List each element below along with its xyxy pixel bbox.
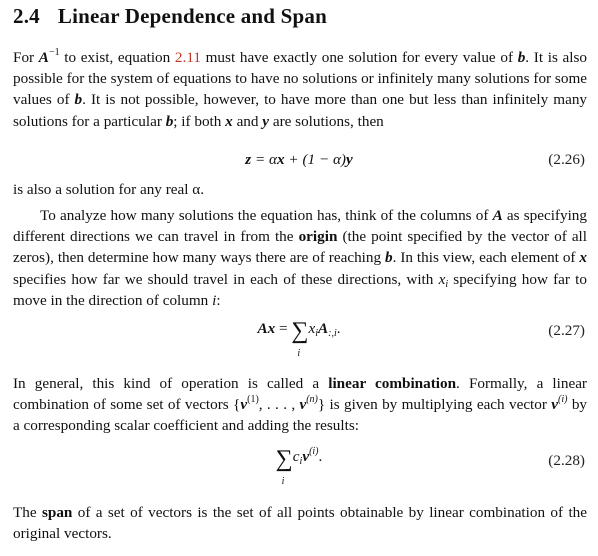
paragraph-4 [13,373,587,437]
text: as specifying different directions we can travel in from the [13,207,587,246]
math-y: y [262,112,270,130]
math-b: b [385,249,393,267]
math-A: A [318,320,329,337]
text: (the point specified by the vector of all zeros), then determine how many ways there are of reaching [13,228,587,267]
math-v: v [299,396,307,414]
text: of a set of vectors is the set of all points obtainable by linear combination of the original vectors. [13,504,587,543]
math-x: x [277,151,285,168]
text: In general, this kind of operation is called a [13,375,329,392]
math-A: A [38,49,49,66]
sum-index: i [281,476,285,487]
text: by a corresponding scalar coefficient and adding the results: [13,396,588,435]
math-subscript: i [315,328,318,339]
term-linear-combination: linear combination [328,375,457,392]
text: ; if both [173,112,226,130]
math-v: v [240,396,248,414]
paragraph-1 [13,47,587,132]
math-superscript: (1) [247,394,259,406]
equation-2-27 [0,318,598,359]
math-period: . [336,320,341,337]
math-period: . [318,448,323,465]
text: specifies how far we should travel in each of these directions, with [13,270,439,288]
sum-symbol: ∑ [291,318,309,344]
math-i: i [212,291,217,309]
term-origin: origin [298,228,338,246]
math-v: v [551,396,559,414]
equation-ref-link[interactable]: 2.11 [174,49,201,66]
text: . In this view, each element of [392,249,580,267]
paragraph-2: is also a solution for any real α. [13,181,205,198]
math-y: y [345,151,353,168]
text: } is given by multiplying each vector [317,396,552,414]
section-heading [13,4,327,29]
math-b: b [74,91,83,109]
text: : [216,291,221,309]
math-subscript: i [445,278,449,290]
text: specifying how far to move in the direction of column [13,270,587,309]
equation-number-2-27: (2.27) [548,322,585,339]
math-Ax: Ax [257,320,276,337]
text: The [13,504,42,521]
math-A: A [492,207,503,224]
equation-2-28 [0,446,598,487]
math-x: x [308,320,316,337]
sum-symbol: ∑ [275,446,293,472]
math-subscript: :,i [328,328,337,339]
math-op: + (1 − α) [284,151,346,168]
paragraph-3 [13,205,587,311]
text: must have exactly one solution for every value of [200,49,518,66]
math-x: x [225,112,233,130]
math-op: = [275,320,292,337]
math-z: z [245,151,252,168]
math-op: = α [251,151,278,168]
math-b: b [517,49,526,66]
term-span: span [41,504,73,521]
math-c: c [292,448,300,465]
text: and [232,112,263,130]
math-inverse: −1 [48,47,60,58]
math-superscript: (i) [309,446,319,457]
paragraph-5 [13,502,587,544]
equation-number-2-28: (2.28) [548,452,585,469]
text: . It is not possible, however, to have more than one but less than infinitely many solutions for a particular [13,91,588,130]
text: to exist, equation [59,49,175,66]
text: . It is also possible for the system of equations to have no solutions or infinitely many solutions for some values of [13,49,588,109]
math-subscript: i [299,456,303,467]
math-b: b [165,112,174,130]
text: For [13,49,39,66]
math-superscript: (n) [306,394,318,406]
equation-2-26 [0,151,598,169]
text: . Formally, a linear combination of some set of vectors { [13,375,587,414]
math-x: x [579,249,588,267]
section-title: Linear Dependence and Span [57,4,327,28]
math-superscript: (i) [558,394,568,406]
text: To analyze how many solutions the equation has, think of the columns of [40,207,493,224]
math-xi: x [438,270,446,288]
text: , . . . , [258,396,300,414]
equation-number-2-26: (2.26) [548,151,585,168]
text: are solutions, then [269,112,384,130]
math-v: v [302,448,310,465]
sum-index: i [297,348,301,359]
section-number: 2.4 [13,4,40,28]
